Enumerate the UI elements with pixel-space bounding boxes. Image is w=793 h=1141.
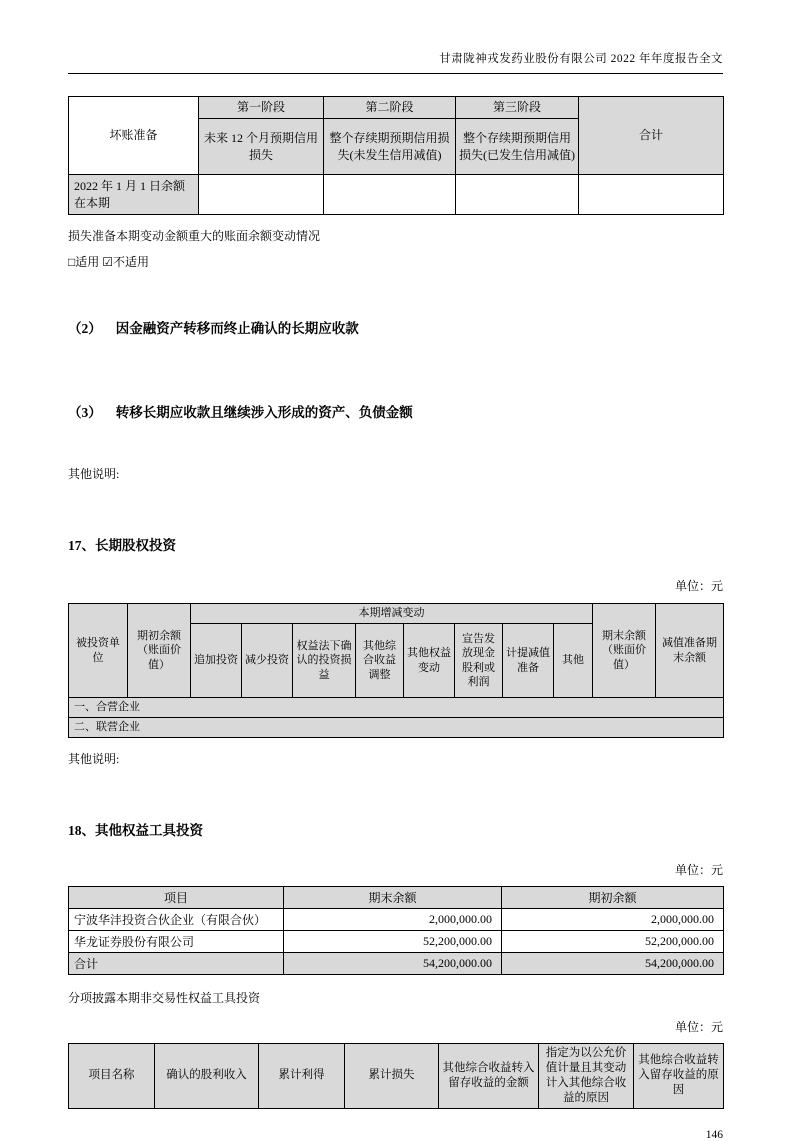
lt-equity-investment-table	[68, 603, 724, 738]
subheader-cell: 其他综合收益调整	[356, 624, 404, 698]
header-cell-cumulative-gains: 累计利得	[259, 1044, 345, 1109]
header-cell-fvoci-designation-reason: 指定为以公允价值计量且其变动计入其他综合收益的原因	[539, 1044, 634, 1109]
empty-data-cell	[324, 175, 456, 215]
empty-data-cell	[456, 175, 579, 215]
row-label-opening-balance: 2022 年 1 月 1 日余额在本期	[69, 175, 199, 215]
heading-2-text: 因金融资产转移而终止确认的长期应收款	[115, 321, 359, 336]
other-note-1: 其他说明:	[68, 467, 120, 481]
document-header-title: 甘肃陇神戎发药业股份有限公司 2022 年年度报告全文	[68, 50, 723, 74]
table-row-total	[69, 953, 724, 975]
other-note-2: 其他说明:	[68, 752, 120, 766]
heading-3	[68, 401, 723, 421]
header-cell-stage3: 第三阶段	[456, 97, 579, 119]
header-cell-desc3: 整个存续期预期信用损失(已发生信用减值)	[456, 119, 579, 175]
page-number: 146	[705, 1128, 723, 1141]
subdisclosure-note: 分项披露本期非交易性权益工具投资	[68, 991, 261, 1005]
other-equity-instruments-table	[68, 886, 724, 975]
subheader-cell: 追加投资	[191, 624, 242, 698]
header-cell-total: 合计	[579, 97, 724, 175]
header-cell-desc1: 未来 12 个月预期信用损失	[199, 119, 324, 175]
applicable-checkboxes: □适用 ☑不适用	[68, 255, 150, 269]
loss-change-note: 损失准备本期变动金额重大的账面余额变动情况	[68, 229, 321, 243]
header-cell-oci-transfer-reason: 其他综合收益转入留存收益的原因	[634, 1044, 724, 1109]
heading-18: 18、其他权益工具投资	[68, 823, 203, 838]
header-cell-stage1: 第一阶段	[199, 97, 324, 119]
corner-cell: 坏账准备	[69, 97, 199, 175]
item-name-cell: 华龙证券股份有限公司	[69, 931, 284, 953]
heading-3-number: （3）	[68, 405, 102, 420]
heading-2-number: （2）	[68, 321, 102, 336]
header-cell-change-group: 本期增减变动	[191, 604, 593, 624]
opening-value-cell: 52,200,000.00	[502, 931, 724, 953]
subheader-cell: 减少投资	[242, 624, 293, 698]
header-cell-stage2: 第二阶段	[324, 97, 456, 119]
header-cell-oci-transfer-amount: 其他综合收益转入留存收益的金额	[439, 1044, 539, 1109]
header-cell-opening-balance: 期初余额（账面价值）	[128, 604, 191, 698]
heading-2	[68, 317, 723, 337]
total-label-cell: 合计	[69, 953, 284, 975]
subheader-cell: 其他	[554, 624, 593, 698]
non-trading-equity-table	[68, 1043, 724, 1109]
empty-data-cell	[199, 175, 324, 215]
header-cell-investee: 被投资单位	[69, 604, 128, 698]
subheader-cell: 其他权益变动	[404, 624, 455, 698]
header-cell-closing: 期末余额	[284, 887, 502, 909]
unit-label: 单位：元	[674, 1020, 723, 1034]
bad-debt-provision-table	[68, 96, 724, 215]
header-cell-impairment: 减值准备期末余额	[656, 604, 724, 698]
heading-3-text: 转移长期应收款且继续涉入形成的资产、负债金额	[115, 405, 413, 420]
header-cell-closing-balance: 期末余额（账面价值）	[593, 604, 656, 698]
header-cell-opening: 期初余额	[502, 887, 724, 909]
unit-label: 单位：元	[674, 863, 723, 877]
closing-value-cell: 2,000,000.00	[284, 909, 502, 931]
section-row-associates: 二、联营企业	[69, 718, 724, 738]
empty-data-cell	[579, 175, 724, 215]
subheader-cell: 宣告发放现金股利或利润	[455, 624, 503, 698]
item-name-cell: 宁波华沣投资合伙企业（有限合伙）	[69, 909, 284, 931]
table-row	[69, 931, 724, 953]
total-closing-cell: 54,200,000.00	[284, 953, 502, 975]
subheader-cell: 计提减值准备	[503, 624, 554, 698]
opening-value-cell: 2,000,000.00	[502, 909, 724, 931]
unit-label: 单位：元	[674, 579, 723, 593]
closing-value-cell: 52,200,000.00	[284, 931, 502, 953]
section-row-joint-ventures: 一、合营企业	[69, 698, 724, 718]
header-cell-dividend-income: 确认的股利收入	[155, 1044, 259, 1109]
heading-17: 17、长期股权投资	[68, 538, 176, 553]
table-row	[69, 909, 724, 931]
header-cell-item: 项目	[69, 887, 284, 909]
header-cell-cumulative-losses: 累计损失	[345, 1044, 439, 1109]
total-opening-cell: 54,200,000.00	[502, 953, 724, 975]
header-cell-project-name: 项目名称	[69, 1044, 155, 1109]
subheader-cell: 权益法下确认的投资损益	[293, 624, 356, 698]
header-cell-desc2: 整个存续期预期信用损失(未发生信用减值)	[324, 119, 456, 175]
